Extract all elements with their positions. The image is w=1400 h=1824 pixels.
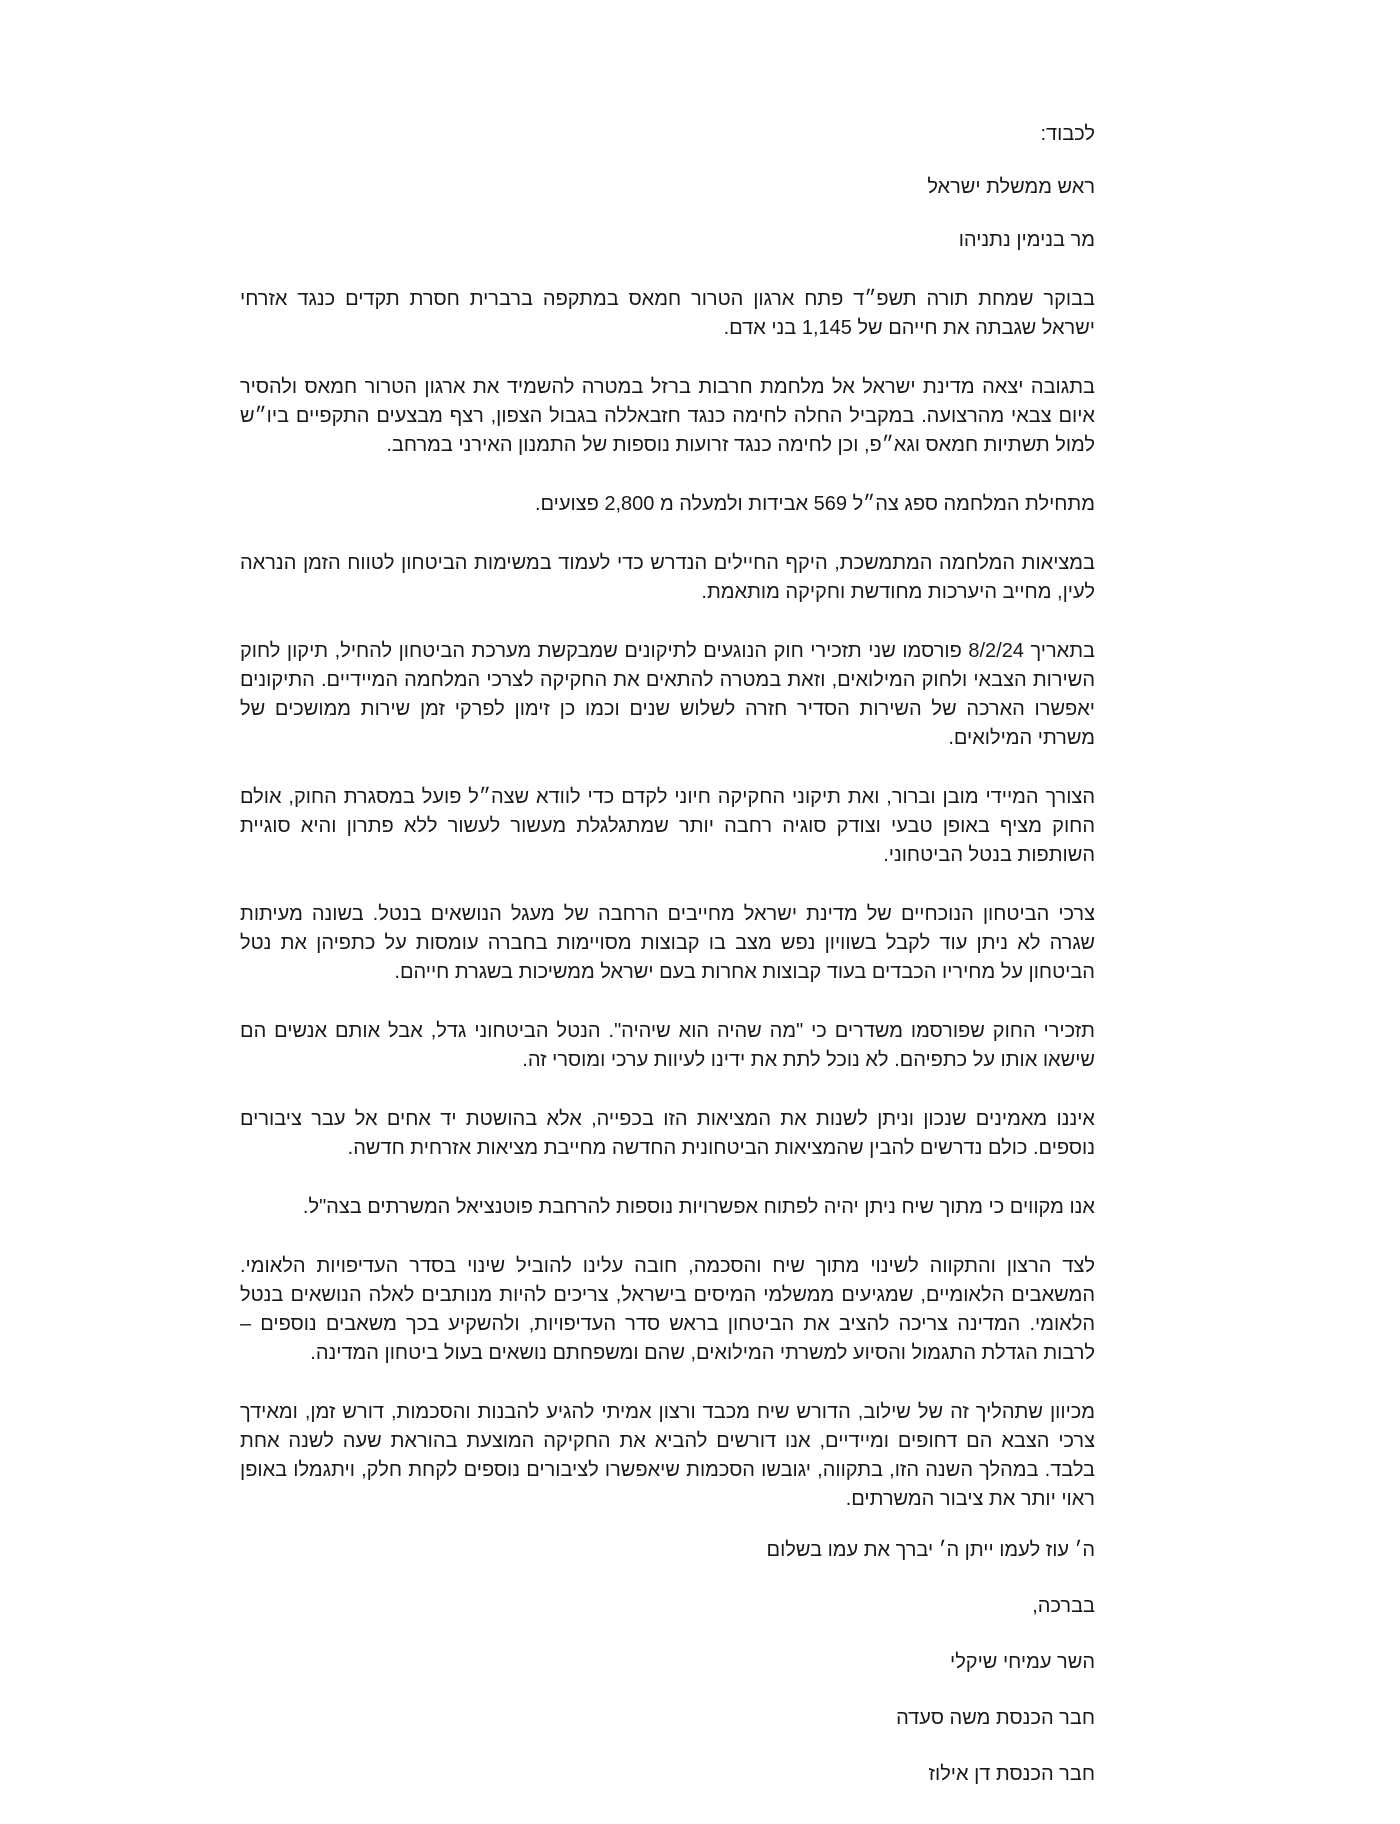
paragraph: הצורך המיידי מובן וברור, ואת תיקוני החקיקה חיוני לקדם כדי לוודא שצה״ל פועל במסגרת החוק, אולם החוק מציף באופן טבעי וצודק סוגיה רחבה יותר שמתגלגלת מעשור לעשור ללא פתרון והיא סוגיית השותפות בנטל הביטחוני. — [240, 786, 1095, 866]
signatory: השר עמיחי שיקלי — [950, 1651, 1095, 1673]
recipient-title: ראש ממשלת ישראל — [927, 176, 1095, 198]
paragraph: בבוקר שמחת תורה תשפ״ד פתח ארגון הטרור חמאס במתקפה ברברית חסרת תקדים כנגד אזרחי ישראל שגבתה את חייהם של 1,145 בני אדם. — [240, 288, 1095, 339]
paragraph: בתגובה יצאה מדינת ישראל אל מלחמת חרבות ברזל במטרה להשמיד את ארגון הטרור חמאס ולהסיר איום צבאי מהרצועה. במקביל החלה לחימה כנגד חזבאללה בגבול הצפון, רצף מבצעים התקפיים ביו״ש למול תשתיות חמאס וגא״פ, וכן לחימה כנגד זרועות נוספות של התמנון האירני במרחב. — [240, 376, 1095, 456]
paragraph: בתאריך 8/2/24 פורסמו שני תזכירי חוק הנוגעים לתיקונים שמבקשת מערכת הביטחון להחיל, תיקון לחוק השירות הצבאי ולחוק המילואים, וזאת במטרה להתאים את החקיקה לצרכי המלחמה המיידיים. התיקונים יאפשרו הארכה של השירות הסדיר חזרה לשלוש שנים וכמו כן זימון לפרקי זמן שירות ממושכים של משרתי המילואים. — [240, 640, 1095, 749]
signatory: חבר הכנסת דן אילוז — [928, 1763, 1095, 1785]
letter-body — [240, 120, 1095, 1816]
recipient-name: מר בנימין נתניהו — [958, 229, 1095, 251]
paragraph: אנו מקווים כי מתוך שיח ניתן יהיה לפתוח אפשרויות נוספות להרחבת פוטנציאל המשרתים בצה"ל. — [302, 1196, 1095, 1218]
closing: בברכה, — [1032, 1595, 1095, 1617]
paragraph: איננו מאמינים שנכון וניתן לשנות את המציאות הזו בכפייה, אלא בהושטת יד אחים אל עבר ציבורים נוספים. כולם נדרשים להבין שהמציאות הביטחונית החדשה מחייבת מציאות אזרחית חדשה. — [240, 1108, 1095, 1159]
paragraph: מתחילת המלחמה ספג צה״ל 569 אבידות ולמעלה מ 2,800 פצועים. — [534, 493, 1095, 515]
paragraph: במציאות המלחמה המתמשכת, היקף החיילים הנדרש כדי לעמוד במשימות הביטחון לטווח הזמן הנראה לעין, מחייב היערכות מחודשת וחקיקה מותאמת. — [240, 552, 1095, 603]
paragraph: צרכי הביטחון הנוכחיים של מדינת ישראל מחייבים הרחבה של מעגל הנושאים בנטל. בשונה מעיתות שגרה לא ניתן עוד לקבל בשוויון נפש מצב בו קבוצות מסויימות בחברה עומסות על כתפיהן את נטל הביטחון על מחיריו הכבדים בעוד קבוצות אחרות בעם ישראל ממשיכות בשגרת חייהם. — [240, 903, 1095, 983]
paragraph: לצד הרצון והתקווה לשינוי מתוך שיח והסכמה, חובה עלינו להוביל שינוי בסדר העדיפויות הלאומי. המשאבים הלאומיים, שמגיעים ממשלמי המיסים בישראל, צריכים להיות מנותבים לאלה הנושאים בנטל הלאומי. המדינה צריכה להציב את הביטחון בראש סדר העדיפויות, ולהשקיע בכך משאבים נוספים – לרבות הגדלת התגמול והסיוע למשרתי המילואים, שהם ומשפחתם נושאים בעול ביטחון המדינה. — [240, 1255, 1095, 1364]
paragraph: מכיוון שתהליך זה של שילוב, הדורש שיח מכבד ורצון אמיתי להגיע להבנות והסכמות, דורש זמן, ומאידך צרכי הצבא הם דחופים ומיידיים, אנו דורשים להביא את החקיקה המוצעת בהוראת שעה לשנה אחת בלבד. במהלך השנה הזו, בתקווה, יגובשו הסכמות שיאפשרו לציבורים נוספים לקחת חלק, ויתגמלו באופן ראוי יותר את ציבור המשרתים. — [240, 1401, 1095, 1510]
signatory: חבר הכנסת משה סעדה — [896, 1707, 1095, 1729]
blessing: ה׳ עוז לעמו ייתן ה׳ יברך את עמו בשלום — [766, 1539, 1095, 1561]
salutation: לכבוד: — [1040, 123, 1095, 145]
paragraph: תזכירי החוק שפורסמו משדרים כי "מה שהיה הוא שיהיה". הנטל הביטחוני גדל, אבל אותם אנשים הם שישאו אותו על כתפיהם. לא נוכל לתת את ידינו לעיוות ערכי ומוסרי זה. — [240, 1020, 1095, 1071]
